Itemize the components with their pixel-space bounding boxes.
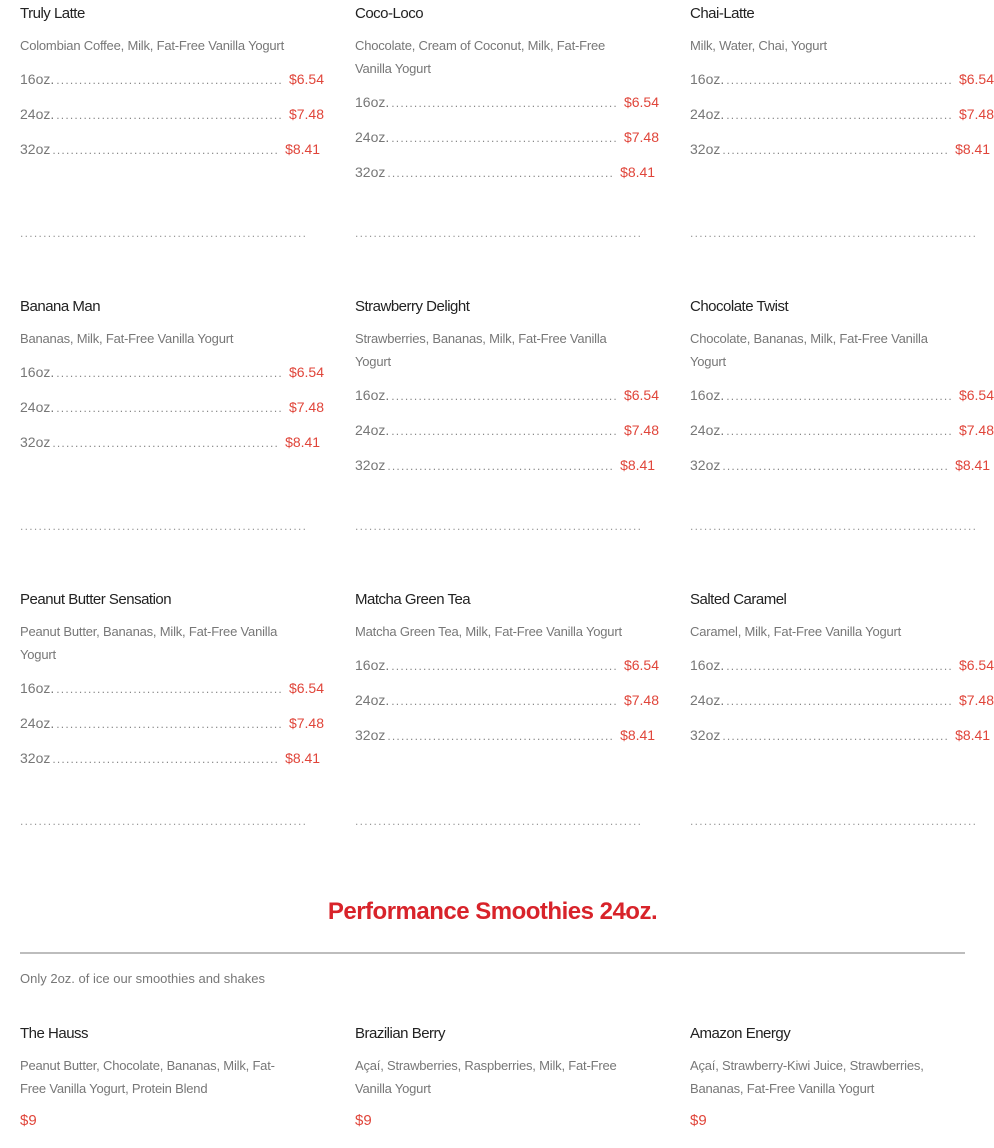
price-row — [355, 724, 656, 759]
menu-item — [690, 293, 994, 533]
price-value: $9 — [20, 1112, 37, 1129]
item-description: Colombian Coffee, Milk, Fat-Free Vanilla Yogurt — [20, 38, 284, 53]
item-description: Milk, Water, Chai, Yogurt — [690, 38, 827, 53]
price-list — [20, 361, 324, 466]
dot-leader: .................................................. — [387, 166, 615, 180]
price-value: $7.48 — [288, 106, 324, 122]
price-row — [690, 103, 994, 138]
item-description: Bananas, Milk, Fat-Free Vanilla Yogurt — [20, 331, 234, 346]
dotted-divider: .............................................................. — [690, 814, 978, 828]
price-row — [690, 138, 991, 173]
size-label: 24oz. — [355, 692, 390, 708]
price-value: $8.41 — [620, 164, 656, 180]
dot-leader: .................................................. — [726, 389, 953, 403]
price-row — [355, 689, 659, 724]
dot-leader: .................................................. — [726, 108, 953, 122]
performance-item — [690, 1020, 960, 1129]
size-label: 24oz. — [355, 129, 390, 145]
price-list — [355, 91, 659, 196]
price-value: $6.54 — [623, 657, 659, 673]
price-row — [20, 361, 324, 396]
size-label: 32oz — [20, 434, 51, 450]
price-value: $7.48 — [288, 715, 324, 731]
dot-leader: .................................................. — [726, 694, 953, 708]
dot-leader: .................................................. — [56, 366, 283, 380]
item-name: Banana Man — [20, 298, 101, 315]
dot-leader: .................................................. — [56, 682, 283, 696]
item-name: The Hauss — [20, 1025, 89, 1042]
price-row — [690, 384, 994, 419]
size-label: 16oz. — [355, 94, 390, 110]
size-label: 24oz. — [690, 692, 725, 708]
item-description: Peanut Butter, Chocolate, Bananas, Milk, Fat-Free Vanilla Yogurt, Protein Blend — [20, 1058, 275, 1096]
price-list — [20, 677, 324, 782]
size-label: 24oz. — [355, 422, 390, 438]
dot-leader: .................................................. — [387, 459, 615, 473]
price-value: $7.48 — [958, 422, 994, 438]
price-row — [355, 91, 659, 126]
price-value: $8.41 — [955, 457, 991, 473]
size-label: 16oz. — [20, 71, 55, 87]
menu-item — [20, 586, 324, 828]
price-row — [690, 419, 994, 454]
price-value: $7.48 — [958, 692, 994, 708]
item-description: Açaí, Strawberries, Raspberries, Milk, Fat-Free Vanilla Yogurt — [355, 1058, 617, 1096]
menu-item — [355, 293, 659, 533]
dotted-divider: .............................................................. — [20, 519, 308, 533]
size-label: 32oz — [690, 727, 721, 743]
price-value: $7.48 — [288, 399, 324, 415]
item-description: Caramel, Milk, Fat-Free Vanilla Yogurt — [690, 624, 902, 639]
size-label: 16oz. — [690, 657, 725, 673]
section-title: Performance Smoothies 24oz. — [327, 898, 658, 925]
price-row — [690, 689, 994, 724]
menu-item — [20, 0, 324, 240]
price-row — [690, 724, 991, 759]
dot-leader: .................................................. — [391, 131, 618, 145]
dot-leader: .................................................. — [391, 659, 618, 673]
price-row — [20, 138, 321, 173]
item-name: Truly Latte — [20, 5, 85, 22]
price-row — [355, 384, 659, 419]
item-name: Brazilian Berry — [355, 1025, 446, 1042]
price-value: $6.54 — [958, 71, 994, 87]
dotted-divider: .............................................................. — [690, 519, 978, 533]
price-value: $6.54 — [288, 364, 324, 380]
menu-row — [20, 0, 994, 240]
price-row — [355, 126, 659, 161]
price-value: $7.48 — [623, 129, 659, 145]
size-label: 32oz — [20, 750, 51, 766]
size-label: 16oz. — [690, 71, 725, 87]
dotted-divider: .............................................................. — [690, 226, 978, 240]
price-row — [20, 712, 324, 747]
item-description: Chocolate, Cream of Coconut, Milk, Fat-Free Vanilla Yogurt — [355, 38, 606, 76]
dot-leader: .................................................. — [722, 459, 950, 473]
size-label: 32oz — [355, 457, 386, 473]
price-value: $9 — [690, 1112, 707, 1129]
menu-row — [20, 293, 994, 533]
price-list — [355, 654, 659, 759]
menu-item — [355, 586, 659, 828]
dot-leader: .................................................. — [722, 729, 950, 743]
dot-leader: .................................................. — [726, 73, 953, 87]
section-note: Only 2oz. of ice our smoothies and shakes — [20, 971, 265, 986]
price-value: $6.54 — [288, 680, 324, 696]
price-value: $9 — [355, 1112, 372, 1129]
size-label: 16oz. — [355, 387, 390, 403]
item-name: Chai-Latte — [690, 5, 755, 22]
dot-leader: .................................................. — [56, 108, 283, 122]
price-row — [355, 454, 656, 489]
menu-item — [355, 0, 659, 240]
price-list — [690, 654, 994, 759]
size-label: 16oz. — [355, 657, 390, 673]
size-label: 16oz. — [20, 680, 55, 696]
item-description: Matcha Green Tea, Milk, Fat-Free Vanilla Yogurt — [355, 624, 622, 639]
price-value: $6.54 — [623, 387, 659, 403]
price-row — [690, 654, 994, 689]
dot-leader: .................................................. — [56, 401, 283, 415]
menu-row — [20, 586, 994, 828]
performance-item — [20, 1020, 290, 1129]
price-value: $7.48 — [623, 422, 659, 438]
item-description: Peanut Butter, Bananas, Milk, Fat-Free Vanilla Yogurt — [20, 624, 278, 662]
dot-leader: .................................................. — [391, 96, 618, 110]
dot-leader: .................................................. — [56, 717, 283, 731]
dot-leader: .................................................. — [52, 143, 280, 157]
price-value: $8.41 — [285, 141, 321, 157]
dot-leader: .................................................. — [52, 752, 280, 766]
item-description: Chocolate, Bananas, Milk, Fat-Free Vanilla Yogurt — [690, 331, 928, 369]
price-value: $8.41 — [620, 727, 656, 743]
size-label: 32oz — [690, 457, 721, 473]
section-divider — [20, 952, 965, 954]
size-label: 24oz. — [20, 106, 55, 122]
price-list — [690, 384, 994, 489]
item-name: Amazon Energy — [690, 1025, 791, 1042]
price-row — [20, 68, 324, 103]
price-row — [20, 677, 324, 712]
performance-row — [20, 1020, 965, 1129]
size-label: 16oz. — [690, 387, 725, 403]
size-label: 24oz. — [20, 715, 55, 731]
item-name: Salted Caramel — [690, 591, 787, 608]
size-label: 32oz — [20, 141, 51, 157]
price-value: $6.54 — [958, 387, 994, 403]
price-list — [690, 68, 994, 173]
dot-leader: .................................................. — [391, 694, 618, 708]
price-row — [20, 103, 324, 138]
menu-item — [20, 293, 324, 533]
menu-item — [690, 586, 994, 828]
dotted-divider: .............................................................. — [20, 226, 308, 240]
price-value: $7.48 — [623, 692, 659, 708]
price-row — [355, 419, 659, 454]
price-value: $6.54 — [958, 657, 994, 673]
size-label: 32oz — [690, 141, 721, 157]
size-label: 24oz. — [690, 106, 725, 122]
item-name: Chocolate Twist — [690, 298, 789, 315]
dot-leader: .................................................. — [391, 424, 618, 438]
size-label: 32oz — [355, 727, 386, 743]
price-value: $6.54 — [288, 71, 324, 87]
price-row — [20, 396, 324, 431]
performance-item — [355, 1020, 625, 1129]
price-row — [20, 431, 321, 466]
dot-leader: .................................................. — [56, 73, 283, 87]
price-list — [355, 384, 659, 489]
dot-leader: .................................................. — [391, 389, 618, 403]
dotted-divider: .............................................................. — [355, 814, 643, 828]
price-value: $8.41 — [285, 750, 321, 766]
price-list — [20, 68, 324, 173]
dotted-divider: .............................................................. — [20, 814, 308, 828]
dotted-divider: .............................................................. — [355, 519, 643, 533]
price-value: $6.54 — [623, 94, 659, 110]
dot-leader: .................................................. — [726, 424, 953, 438]
size-label: 24oz. — [690, 422, 725, 438]
dot-leader: .................................................. — [722, 143, 950, 157]
dotted-divider: .............................................................. — [355, 226, 643, 240]
item-name: Matcha Green Tea — [355, 591, 471, 608]
menu-item — [690, 0, 994, 240]
price-value: $8.41 — [285, 434, 321, 450]
item-name: Strawberry Delight — [355, 298, 470, 315]
item-description: Açaí, Strawberry-Kiwi Juice, Strawberries, Bananas, Fat-Free Vanilla Yogurt — [690, 1058, 924, 1096]
price-row — [20, 747, 321, 782]
price-value: $8.41 — [955, 727, 991, 743]
price-row — [690, 68, 994, 103]
dot-leader: .................................................. — [387, 729, 615, 743]
price-value: $8.41 — [955, 141, 991, 157]
dot-leader: .................................................. — [52, 436, 280, 450]
price-row — [355, 161, 656, 196]
price-row — [355, 654, 659, 689]
price-value: $8.41 — [620, 457, 656, 473]
dot-leader: .................................................. — [726, 659, 953, 673]
size-label: 32oz — [355, 164, 386, 180]
item-name: Coco-Loco — [355, 5, 424, 22]
size-label: 24oz. — [20, 399, 55, 415]
size-label: 16oz. — [20, 364, 55, 380]
price-row — [690, 454, 991, 489]
item-name: Peanut Butter Sensation — [20, 591, 172, 608]
item-description: Strawberries, Bananas, Milk, Fat-Free Vanilla Yogurt — [355, 331, 607, 369]
price-value: $7.48 — [958, 106, 994, 122]
